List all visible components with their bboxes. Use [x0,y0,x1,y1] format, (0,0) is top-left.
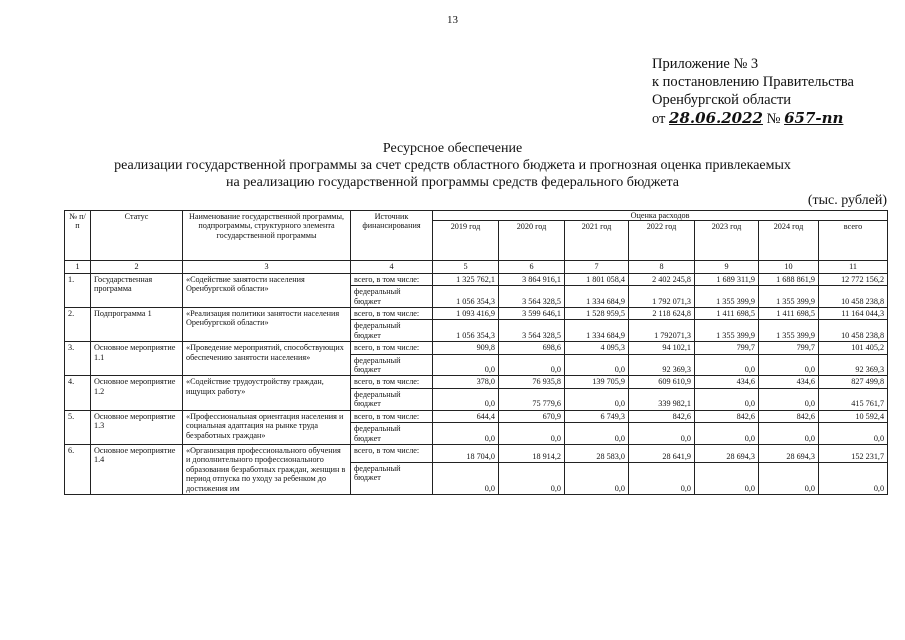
federal-value: 0,0 [433,463,499,495]
column-number: 8 [629,261,695,273]
federal-value: 1 355 399,9 [695,320,759,342]
header-num: № п/п [65,211,91,261]
total-value: 378,0 [433,376,499,388]
total-value: 827 499,8 [819,376,888,388]
federal-value: 10 458 238,8 [819,320,888,342]
total-value: 28 694,3 [695,444,759,462]
total-value: 842,6 [695,410,759,422]
federal-value: 0,0 [433,388,499,410]
total-value: 909,8 [433,342,499,354]
total-value: 18 914,2 [499,444,565,462]
column-number: 11 [819,261,888,273]
total-value: 1 688 861,9 [759,273,819,285]
federal-value: 0,0 [565,463,629,495]
page-number: 13 [447,14,458,26]
row-name: «Содействие трудоустройству граждан, ищущих работу» [183,376,351,410]
federal-value: 0,0 [759,463,819,495]
table-row [65,273,888,285]
source-total-label: всего, в том числе: [351,308,433,320]
total-value: 670,9 [499,410,565,422]
total-value: 1 093 416,9 [433,308,499,320]
header-year: 2020 год [499,221,565,261]
total-value: 1 411 698,5 [695,308,759,320]
federal-value: 0,0 [565,388,629,410]
row-number: 2. [65,308,91,342]
federal-value: 1 334 684,9 [565,286,629,308]
source-federal-label: федеральный бюджет [351,286,433,308]
federal-value: 0,0 [565,354,629,376]
federal-value: 0,0 [499,354,565,376]
units-label: (тыс. рублей) [807,193,887,208]
source-federal-label: федеральный бюджет [351,320,433,342]
total-value: 3 599 646,1 [499,308,565,320]
source-federal-label: федеральный бюджет [351,423,433,445]
total-value: 2 118 624,8 [629,308,695,320]
header-year: всего [819,221,888,261]
resource-table [64,210,888,495]
column-number: 7 [565,261,629,273]
total-value: 842,6 [629,410,695,422]
total-value: 434,6 [695,376,759,388]
appendix-line-1: Приложение № 3 [652,56,759,72]
total-value: 28 641,9 [629,444,695,462]
header-status: Статус [91,211,183,261]
row-status: Основное мероприятие 1.2 [91,376,183,410]
federal-value: 0,0 [759,354,819,376]
total-value: 4 095,3 [565,342,629,354]
total-value: 10 592,4 [819,410,888,422]
appendix-line-2: к постановлению Правительства [652,74,854,90]
row-number: 1. [65,273,91,307]
total-value: 644,4 [433,410,499,422]
total-value: 1 801 058,4 [565,273,629,285]
total-value: 11 164 044,3 [819,308,888,320]
federal-value: 0,0 [433,354,499,376]
title-line-2: реализации государственной программы за счет средств областного бюджета и прогнозная оценка привлекаемых [114,158,791,173]
federal-value: 1 056 354,3 [433,286,499,308]
federal-value: 0,0 [759,423,819,445]
federal-value: 75 779,6 [499,388,565,410]
federal-value: 3 564 328,5 [499,320,565,342]
column-number: 3 [183,261,351,273]
row-name: «Профессиональная ориентация населения и социальная адаптация на рынке труда безработных граждан» [183,410,351,444]
title-line-1: Ресурсное обеспечение [382,141,523,156]
total-value: 152 231,7 [819,444,888,462]
total-value: 842,6 [759,410,819,422]
federal-value: 1 355 399,9 [759,320,819,342]
source-federal-label: федеральный бюджет [351,463,433,495]
row-status: Основное мероприятие 1.4 [91,444,183,494]
federal-value: 1 355 399,9 [695,286,759,308]
total-value: 101 405,2 [819,342,888,354]
total-value: 1 411 698,5 [759,308,819,320]
total-value: 28 694,3 [759,444,819,462]
header-name: Наименование государственной программы, подпрограммы, структурного элемента государственной программы [183,211,351,261]
row-number: 3. [65,342,91,376]
source-federal-label: федеральный бюджет [351,388,433,410]
federal-value: 10 458 238,8 [819,286,888,308]
total-value: 18 704,0 [433,444,499,462]
federal-value: 3 564 328,5 [499,286,565,308]
header-year: 2023 год [695,221,759,261]
header-estimate: Оценка расходов [433,211,888,221]
source-total-label: всего, в том числе: [351,342,433,354]
total-value: 139 705,9 [565,376,629,388]
table-row [65,308,888,320]
document-title [0,140,905,191]
appendix-date: 28.06.2022 [669,109,763,127]
row-name: «Реализация политики занятости населения Оренбургской области» [183,308,351,342]
header-source: Источник финансирования [351,211,433,261]
federal-value: 0,0 [565,423,629,445]
header-year: 2022 год [629,221,695,261]
total-value: 609 610,9 [629,376,695,388]
federal-value: 92 369,3 [819,354,888,376]
source-total-label: всего, в том числе: [351,376,433,388]
table-row [65,444,888,462]
total-value: 94 102,1 [629,342,695,354]
table-row [65,342,888,354]
total-value: 1 528 959,5 [565,308,629,320]
row-name: «Проведение мероприятий, способствующих обеспечению занятости населения» [183,342,351,376]
row-status: Основное мероприятие 1.3 [91,410,183,444]
federal-value: 1 792 071,3 [629,286,695,308]
row-number: 5. [65,410,91,444]
total-value: 12 772 156,2 [819,273,888,285]
federal-value: 0,0 [695,423,759,445]
total-value: 76 935,8 [499,376,565,388]
federal-value: 1 355 399,9 [759,286,819,308]
federal-value: 1 334 684,9 [565,320,629,342]
federal-value: 0,0 [695,388,759,410]
federal-value: 0,0 [695,354,759,376]
source-total-label: всего, в том числе: [351,444,433,462]
row-number: 6. [65,444,91,494]
header-year: 2021 год [565,221,629,261]
row-name: «Организация профессионального обучения и дополнительного профессионального образования безработных граждан, женщин в период отпуска по уходу за ребенком до достижения им [183,444,351,494]
total-value: 799,7 [695,342,759,354]
source-total-label: всего, в том числе: [351,273,433,285]
column-number: 4 [351,261,433,273]
table-row [65,410,888,422]
column-number: 9 [695,261,759,273]
column-number: 10 [759,261,819,273]
title-line-3: на реализацию государственной программы средств федерального бюджета [226,175,679,190]
total-value: 1 689 311,9 [695,273,759,285]
total-value: 698,6 [499,342,565,354]
column-number: 5 [433,261,499,273]
federal-value: 1 792071,3 [629,320,695,342]
total-value: 2 402 245,8 [629,273,695,285]
federal-value: 0,0 [819,423,888,445]
row-status: Государственная программа [91,273,183,307]
appendix-block [652,55,854,128]
federal-value: 0,0 [695,463,759,495]
source-federal-label: федеральный бюджет [351,354,433,376]
appendix-no-sign: № [766,111,781,127]
appendix-line-3: Оренбургской области [652,92,792,108]
federal-value: 0,0 [759,388,819,410]
appendix-ot: от [652,111,666,127]
header-year: 2024 год [759,221,819,261]
row-status: Основное мероприятие 1.1 [91,342,183,376]
row-name: «Содействие занятости населения Оренбургской области» [183,273,351,307]
total-value: 1 325 762,1 [433,273,499,285]
table-row [65,376,888,388]
total-value: 3 864 916,1 [499,273,565,285]
source-total-label: всего, в том числе: [351,410,433,422]
column-number: 6 [499,261,565,273]
federal-value: 339 982,1 [629,388,695,410]
header-year: 2019 год [433,221,499,261]
federal-value: 1 056 354,3 [433,320,499,342]
federal-value: 0,0 [499,423,565,445]
federal-value: 92 369,3 [629,354,695,376]
row-status: Подпрограмма 1 [91,308,183,342]
federal-value: 415 761,7 [819,388,888,410]
total-value: 6 749,3 [565,410,629,422]
total-value: 28 583,0 [565,444,629,462]
column-number: 1 [65,261,91,273]
total-value: 434,6 [759,376,819,388]
appendix-number: 657-пп [784,109,844,127]
federal-value: 0,0 [499,463,565,495]
total-value: 799,7 [759,342,819,354]
column-number: 2 [91,261,183,273]
federal-value: 0,0 [629,423,695,445]
appendix-line-4 [652,109,854,128]
federal-value: 0,0 [819,463,888,495]
federal-value: 0,0 [433,423,499,445]
federal-value: 0,0 [629,463,695,495]
row-number: 4. [65,376,91,410]
